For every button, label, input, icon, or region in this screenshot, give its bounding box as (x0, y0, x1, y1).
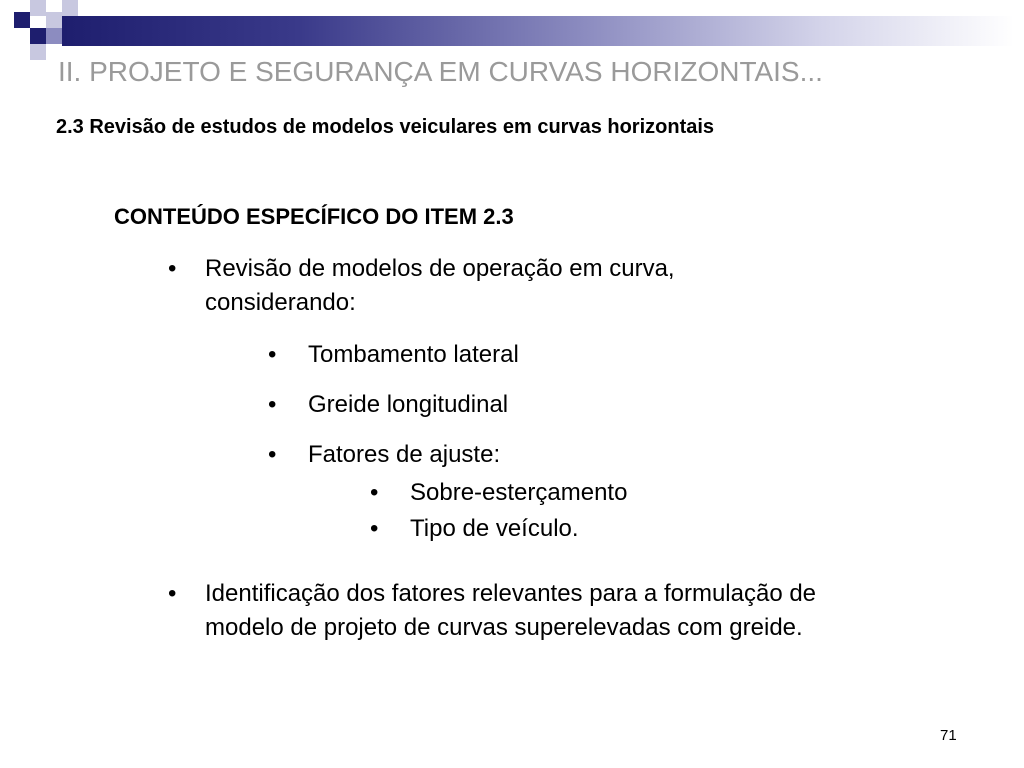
bullet-text-line: modelo de projeto de curvas superelevadas com greide. (205, 614, 803, 641)
bullet-dot: • (370, 515, 379, 542)
decorative-square (30, 44, 46, 60)
bullet-text-line: considerando: (205, 289, 356, 316)
bullet-text (205, 252, 675, 320)
section-heading: CONTEÚDO ESPECÍFICO DO ITEM 2.3 (114, 204, 514, 229)
bullet-text-line: Revisão de modelos de operação em curva, (205, 255, 675, 282)
bullet-dot: • (268, 341, 277, 368)
decorative-square (46, 12, 62, 28)
bullet-dot: • (168, 580, 177, 607)
page-number: 71 (940, 727, 957, 744)
bullet-dot: • (370, 479, 379, 506)
bullet-text: Tombamento lateral (308, 341, 519, 368)
bullet-dot: • (168, 255, 177, 282)
decorative-square (30, 28, 46, 44)
decorative-square (30, 0, 46, 16)
slide-subtitle: 2.3 Revisão de estudos de modelos veiculares em curvas horizontais (56, 116, 715, 138)
bullet-text: Tipo de veículo. (410, 515, 579, 542)
bullet-text: Sobre-esterçamento (410, 479, 628, 506)
bullet-text: Fatores de ajuste: (308, 441, 501, 468)
decorative-square (46, 28, 62, 44)
slide-title: II. PROJETO E SEGURANÇA EM CURVAS HORIZONTAIS... (58, 56, 823, 87)
bullet-text: Greide longitudinal (308, 391, 509, 418)
decorative-square (62, 0, 78, 16)
bullet-text (205, 577, 816, 645)
bullet-dot: • (268, 391, 277, 418)
bullet-dot: • (268, 441, 277, 468)
decorative-square (14, 12, 30, 28)
bullet-text-line: Identificação dos fatores relevantes para a formulação de (205, 580, 817, 607)
header-gradient-band (62, 16, 1014, 46)
